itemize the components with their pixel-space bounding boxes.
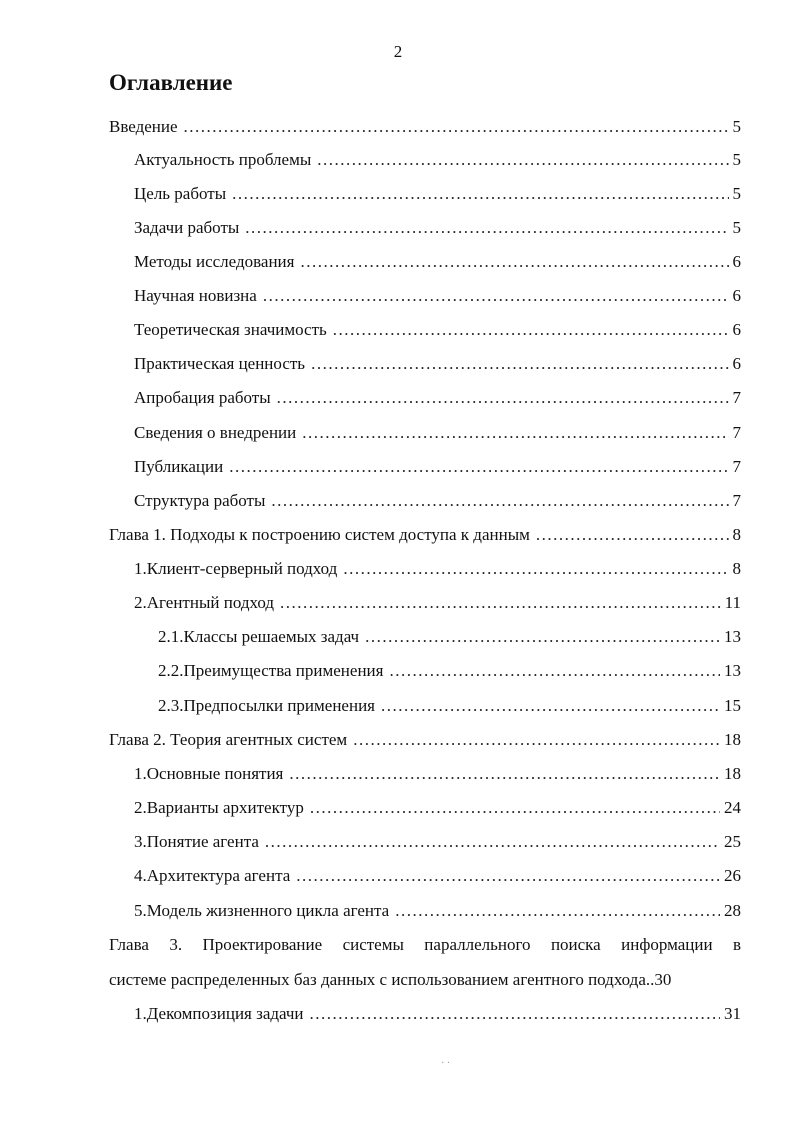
toc-entry-label: Модель жизненного цикла агента — [146, 901, 390, 920]
toc-entry-page: 25 — [724, 832, 741, 851]
toc-entry-number: 2. — [134, 798, 147, 817]
toc-leader-dots — [302, 422, 728, 444]
toc-entry-goal[interactable] — [134, 183, 741, 205]
toc-entry-page: 8 — [732, 525, 741, 544]
toc-entry-architecture-variants[interactable] — [134, 797, 741, 819]
toc-entry-basic-concepts[interactable] — [134, 763, 741, 785]
toc-leader-dots — [353, 729, 720, 751]
toc-leader-dots — [536, 524, 729, 546]
toc-entry-label: Основные понятия — [146, 764, 284, 783]
toc-entry-label: Варианты архитектур — [146, 798, 304, 817]
toc-leader-dots — [300, 251, 728, 273]
toc-entry-label: Структура работы — [134, 491, 266, 510]
toc-entry-number: 2. — [134, 593, 147, 612]
toc-leader-dots — [310, 1003, 720, 1025]
toc-entry-page: 7 — [732, 388, 741, 407]
toc-entry-label: Практическая ценность — [134, 354, 306, 373]
toc-entry-label: Введение — [109, 117, 178, 136]
toc-leader-dots — [277, 387, 729, 409]
toc-leader-dots — [280, 592, 721, 614]
toc-entry-publications[interactable] — [134, 456, 741, 478]
toc-entry-label: Методы исследования — [134, 252, 295, 271]
toc-entry-label: Цель работы — [134, 184, 227, 203]
toc-leader-dots — [317, 149, 728, 171]
toc-entry-label: Задачи работы — [134, 218, 240, 237]
toc-entry-page: 28 — [724, 901, 741, 920]
scan-speck: · · — [441, 1058, 451, 1069]
toc-leader-dots — [271, 490, 728, 512]
toc-entry-agent-architecture[interactable] — [134, 865, 741, 887]
toc-entry-methods[interactable] — [134, 251, 741, 273]
toc-entry-novelty[interactable] — [134, 285, 741, 307]
toc-entry-page: 24 — [724, 798, 741, 817]
toc-entry-agent-concept[interactable] — [134, 831, 741, 853]
toc-entry-lifecycle-model[interactable] — [134, 900, 741, 922]
toc-entry-page: 6 — [732, 320, 741, 339]
toc-entry-label: Апробация работы — [134, 388, 271, 407]
toc-entry-page: 5 — [732, 184, 741, 203]
toc-entry-page: 5 — [732, 218, 741, 237]
toc-entry-page: 5 — [732, 117, 741, 136]
toc-entry-label: Предпосылки применения — [183, 696, 375, 715]
toc-entry-label: Теоретическая значимость — [134, 320, 327, 339]
toc-leader-dots — [265, 831, 720, 853]
toc-leader-dots — [245, 217, 728, 239]
toc-entry-task-classes[interactable] — [158, 626, 741, 648]
toc-entry-label: Агентный подход — [146, 593, 274, 612]
toc-entry-page: 31 — [724, 1004, 741, 1023]
toc-leader-dots — [333, 319, 729, 341]
toc-entry-page: 11 — [724, 593, 741, 612]
toc-entry-number: 5. — [134, 901, 147, 920]
toc-entry-label: Понятие агента — [146, 832, 259, 851]
toc-entry-page: 13 — [724, 627, 741, 646]
toc-entry-number: 1. — [134, 559, 147, 578]
toc-entry-approbation[interactable] — [134, 387, 741, 409]
toc-leader-dots — [289, 763, 720, 785]
toc-entry-number: 2.3. — [158, 696, 184, 715]
toc-entry-chapter-2[interactable] — [109, 729, 741, 751]
toc-leader-dots — [311, 353, 728, 375]
toc-entry-label: Сведения о внедрении — [134, 423, 297, 442]
toc-entry-page: 6 — [732, 354, 741, 373]
toc-entry-page: 7 — [732, 457, 741, 476]
toc-entry-chapter-1[interactable] — [109, 524, 741, 546]
toc-entry-number: 1. — [134, 1004, 147, 1023]
toc-entry-page: 8 — [732, 559, 741, 578]
toc-entry-advantages[interactable] — [158, 660, 741, 682]
toc-entry-number: 2.1. — [158, 627, 184, 646]
toc-entry-label: Декомпозиция задачи — [146, 1004, 304, 1023]
toc-entry-line: Глава 3. Проектирование системы параллельного поиска информации в — [109, 935, 741, 954]
toc-entry-page: 26 — [724, 866, 741, 885]
page-number: 2 — [393, 42, 403, 61]
toc-entry-structure[interactable] — [134, 490, 741, 512]
toc-leader-dots — [395, 900, 720, 922]
toc-entry-page: 6 — [732, 286, 741, 305]
toc-entry-client-server[interactable] — [134, 558, 741, 580]
toc-entry-relevance[interactable] — [134, 149, 741, 171]
toc-entry-prerequisites[interactable] — [158, 695, 741, 717]
toc-entry-label: Публикации — [134, 457, 224, 476]
toc-entry-label: Клиент-серверный подход — [146, 559, 338, 578]
toc-entry-label: Преимущества применения — [183, 661, 384, 680]
toc-leader-dots — [263, 285, 729, 307]
toc-title: Оглавление — [109, 70, 233, 95]
toc-entry-implementation[interactable] — [134, 422, 741, 444]
toc-entry-theoretical-significance[interactable] — [134, 319, 741, 341]
toc-leader-dots — [343, 558, 728, 580]
toc-entry-page: 6 — [732, 252, 741, 271]
toc-entry-agent-approach[interactable] — [134, 592, 741, 614]
toc-entry-tasks[interactable] — [134, 217, 741, 239]
toc-entry-line: системе распределенных баз данных с использованием агентного подхода..30 — [109, 970, 672, 989]
toc-entry-page: 5 — [732, 150, 741, 169]
toc-entry-page: 7 — [732, 491, 741, 510]
toc-entry-label: Архитектура агента — [146, 866, 291, 885]
toc-leader-dots — [184, 116, 729, 138]
toc-entry-page: 18 — [724, 730, 741, 749]
toc-leader-dots — [389, 660, 720, 682]
toc-entry-practical-value[interactable] — [134, 353, 741, 375]
toc-entry-number: 2.2. — [158, 661, 184, 680]
toc-leader-dots — [365, 626, 720, 648]
toc-leader-dots — [381, 695, 720, 717]
toc-entry-number: 3. — [134, 832, 147, 851]
toc-entry-page: 7 — [732, 423, 741, 442]
toc-entry-introduction[interactable] — [109, 116, 741, 138]
toc-entry-page: 15 — [724, 696, 741, 715]
toc-leader-dots — [296, 865, 720, 887]
toc-entry-page: 18 — [724, 764, 741, 783]
toc-leader-dots — [232, 183, 728, 205]
toc-entry-page: 13 — [724, 661, 741, 680]
toc-entry-label: Научная новизна — [134, 286, 257, 305]
toc-leader-dots — [229, 456, 728, 478]
toc-entry-label: Глава 2. Теория агентных систем — [109, 730, 348, 749]
toc-entry-number: 1. — [134, 764, 147, 783]
toc-entry-label: Актуальность проблемы — [134, 150, 312, 169]
toc-entry-label: Глава 1. Подходы к построению систем доступа к данным — [109, 525, 530, 544]
toc-entry-number: 4. — [134, 866, 147, 885]
toc-entry-label: Классы решаемых задач — [183, 627, 360, 646]
toc-entry-decomposition[interactable] — [134, 1003, 741, 1025]
toc-leader-dots — [310, 797, 720, 819]
